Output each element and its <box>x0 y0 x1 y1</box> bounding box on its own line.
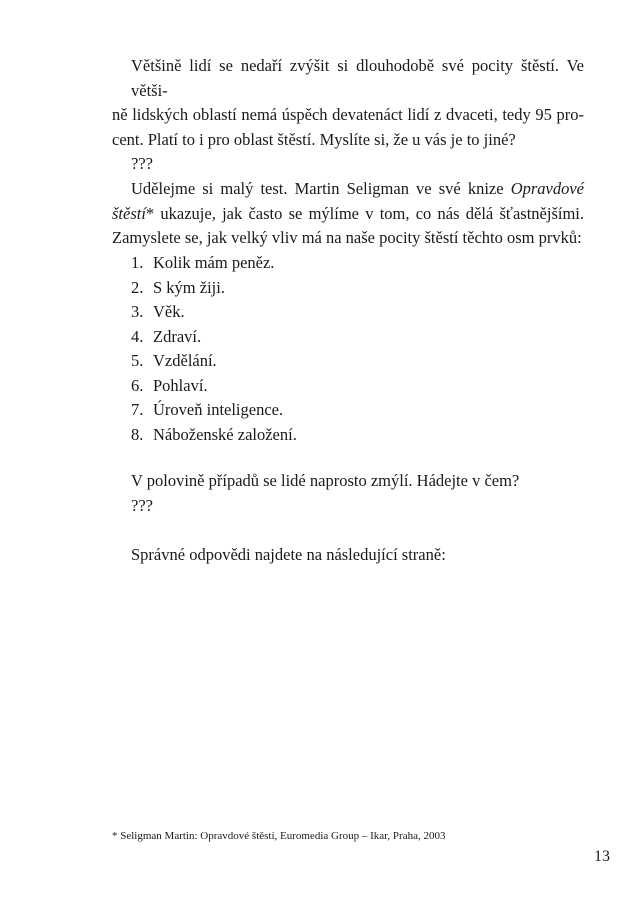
paragraph-test <box>112 177 584 251</box>
list-text: Kolik mám peněz. <box>153 253 275 272</box>
footnote: * Seligman Martin: Opravdové štěstí, Euromedia Group – Ikar, Praha, 2003 <box>112 830 446 842</box>
paragraph-text: * ukazuje, jak často se mýlíme v tom, co nás dělá šťastnějšími. <box>145 203 584 223</box>
list-number: 3. <box>131 302 144 321</box>
list-item <box>131 349 297 374</box>
page-number: 13 <box>594 848 610 865</box>
list-text: Věk. <box>153 302 185 321</box>
list-number: 6. <box>131 375 144 395</box>
paragraph-line <box>112 202 584 227</box>
list-item <box>131 300 297 325</box>
paragraph-line: Správné odpovědi najdete na následující straně: <box>131 545 446 564</box>
paragraph-intro <box>112 54 584 177</box>
list-item <box>131 398 297 423</box>
paragraph-line: Většině lidí se nedaří zvýšit si dlouhodobě své pocity štěstí. Ve větši- <box>131 56 584 100</box>
book-title-part: Opravdové <box>510 179 584 198</box>
paragraph-guess <box>112 469 584 518</box>
paragraph-text: Udělejme si malý test. Martin Seligman ve své knize <box>131 179 511 198</box>
list-number: 1. <box>131 253 144 272</box>
list-item <box>131 251 297 276</box>
list-text: Úroveň inteligence. <box>153 400 284 419</box>
question-marks: ??? <box>131 154 153 173</box>
list-text: Vzdělání. <box>153 351 217 370</box>
list-number: 4. <box>131 326 144 346</box>
paragraph-answers <box>112 543 584 568</box>
list-text: Pohlaví. <box>153 375 208 395</box>
list-text: Náboženské založení. <box>153 424 297 444</box>
list-text: S kým žiji. <box>153 277 225 297</box>
list-number: 5. <box>131 351 144 370</box>
paragraph-line <box>112 177 584 202</box>
list-item <box>131 276 297 301</box>
list-number: 7. <box>131 400 144 419</box>
book-title-part: štěstí <box>112 203 146 223</box>
paragraph-line: V polovině případů se lidé naprosto zmýlí. Hádejte v čem? <box>131 471 520 490</box>
list-item <box>131 423 297 448</box>
list-item <box>131 325 297 350</box>
factors-list <box>131 251 297 447</box>
list-number: 8. <box>131 424 144 444</box>
list-text: Zdraví. <box>153 326 202 346</box>
paragraph-line: ně lidských oblastí nemá úspěch devatenáct lidí z dvaceti, tedy 95 pro- <box>112 105 584 124</box>
question-marks: ??? <box>131 495 153 515</box>
paragraph-line: Zamyslete se, jak velký vliv má na naše pocity štěstí těchto osm prvků: <box>112 228 582 247</box>
list-number: 2. <box>131 277 144 297</box>
paragraph-line: cent. Platí to i pro oblast štěstí. Myslíte si, že u vás je to jiné? <box>112 129 516 149</box>
list-item <box>131 374 297 399</box>
